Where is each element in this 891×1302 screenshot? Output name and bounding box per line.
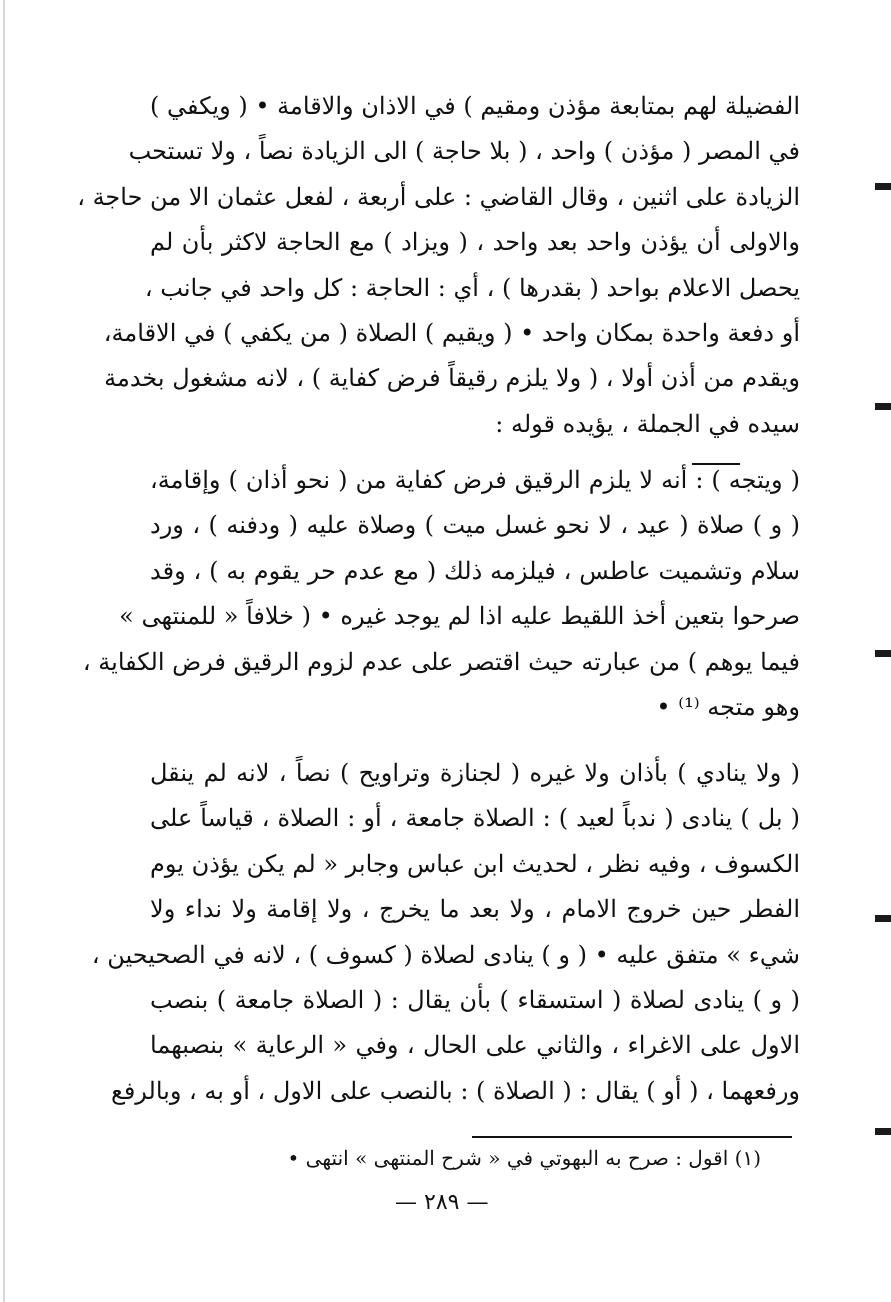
edge-mark xyxy=(875,183,891,190)
page-edge-shadow xyxy=(3,0,5,1302)
text-line: صرحوا بتعين أخذ اللقيط عليه اذا لم يوجد غيره • ( خلافاً « للمنتهى » xyxy=(119,602,800,631)
paragraph-2 xyxy=(82,458,800,730)
text-line: ويقدم من أذن أولا ، ( ولا يلزم رقيقاً فرض كفاية ) ، لانه مشغول بخدمة xyxy=(104,364,800,393)
text-line: ( و ) ينادى لصلاة ( استسقاء ) بأن يقال : ( الصلاة جامعة ) بنصب xyxy=(150,985,800,1014)
footnote-separator xyxy=(472,1136,792,1138)
text-line: فيما يوهم ) من عبارته حيث اقتصر على عدم لزوم الرقيق فرض الكفاية ، xyxy=(82,647,800,676)
text-line: الزيادة على اثنين ، وقال القاضي : على أربعة ، لفعل عثمان الا من حاجة ، xyxy=(77,182,800,211)
text-line: الفطر حين خروج الامام ، ولا بعد ما يخرج ، ولا إقامة ولا نداء ولا xyxy=(150,895,800,924)
text-line: ( ولا ينادي ) بأذان ولا غيره ( لجنازة وتراويح ) نصاً ، لانه لم ينقل xyxy=(150,759,800,787)
text-line: الفضيلة لهم بمتابعة مؤذن ومقيم ) في الاذان والاقامة • ( ويكفي ) xyxy=(150,92,800,120)
text-line: شيء » متفق عليه • ( و ) ينادى لصلاة ( كسوف ) ، لانه في الصحيحين ، xyxy=(91,940,800,969)
text-line: ( و ) صلاة ( عيد ، لا نحو غسل ميت ) وصلاة عليه ( ودفنه ) ، ورد xyxy=(150,511,800,540)
text-line: ( بل ) ينادى ( ندباً لعيد ) : الصلاة جامعة ، أو : الصلاة ، قياساً على xyxy=(150,804,800,833)
paragraph-3 xyxy=(91,751,800,1114)
edge-mark xyxy=(875,1128,891,1135)
text-line: في المصر ( مؤذن ) واحد ، ( بلا حاجة ) الى الزيادة نصاً ، ولا تستحب xyxy=(128,137,800,166)
text-line: والاولى أن يؤذن واحد بعد واحد ، ( ويزاد ) مع الحاجة لاكثر بأن لم xyxy=(150,228,800,257)
paragraph-1 xyxy=(77,84,800,447)
text-line: أو دفعة واحدة بمكان واحد • ( ويقيم ) الصلاة ( من يكفي ) في الاقامة، xyxy=(103,318,800,347)
edge-mark xyxy=(875,915,891,922)
text-line: الاول على الاغراء ، والثاني على الحال ، وفي « الرعاية » بنصبهما xyxy=(150,1031,800,1060)
text-line: الكسوف ، وفيه نظر ، لحديث ابن عباس وجابر « لم يكن يؤذن يوم xyxy=(150,849,800,878)
text-line: وهو متجه ⁽¹⁾ • xyxy=(656,692,800,721)
text-line: يحصل الاعلام بواحد ( بقدرها ) ، أي : الحاجة : كل واحد في جانب ، xyxy=(144,273,800,302)
footnote: (١) اقول : صرح به البهوتي في « شرح المنتهى » انتهى • xyxy=(287,1146,761,1170)
page-number: — ٢٨٩ — xyxy=(395,1190,489,1215)
edge-mark xyxy=(875,650,891,657)
text-line: ورفعهما ، ( أو ) يقال : ( الصلاة ) : بالنصب على الاول ، أو به ، وبالرفع xyxy=(111,1076,800,1105)
text-line: ( ويتجه ) : أنه لا يلزم الرقيق فرض كفاية من ( نحو أذان ) وإقامة، xyxy=(150,466,800,494)
text-line: سلام وتشميت عاطس ، فيلزمه ذلك ( مع عدم حر يقوم به ) ، وقد xyxy=(150,556,800,585)
edge-mark xyxy=(875,403,891,410)
text-line: سيده في الجملة ، يؤيده قوله : xyxy=(495,409,800,438)
